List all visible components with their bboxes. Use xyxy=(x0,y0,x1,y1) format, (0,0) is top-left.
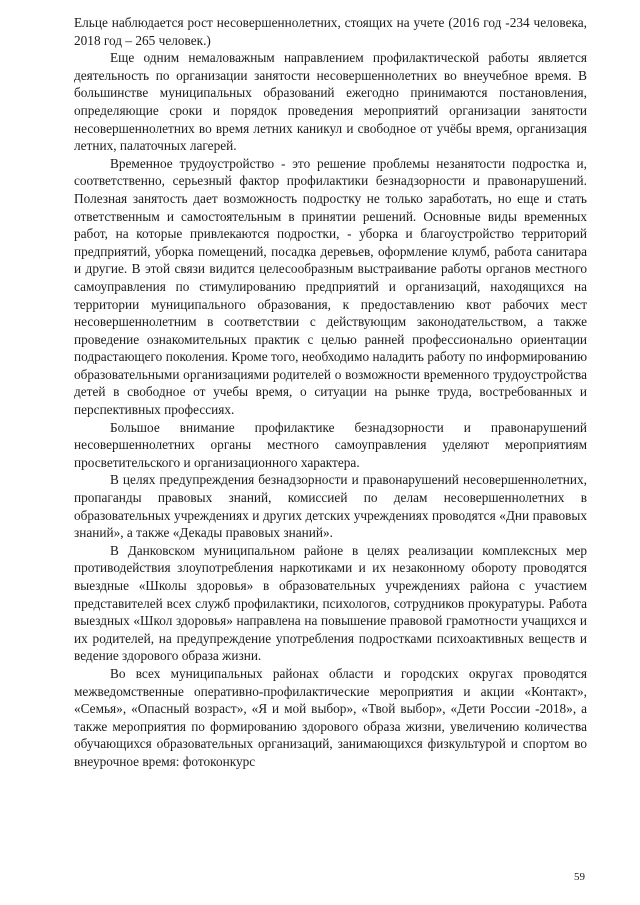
paragraph-continuation: Ельце наблюдается рост несовершеннолетних, стоящих на учете (2016 год -234 человека, 2018 год – 265 человек.) xyxy=(74,15,587,48)
paragraph-interagency-actions: Во всех муниципальных районах области и городских округах проводятся межведомственные оперативно-профилактические мероприятия и акции «Контакт», «Семья», «Опасный возраст», «Я и мой выбор», «Твой выбор», «Дети России -2018», а также мероприятия по формированию здорового образа жизни, увеличению количества обучающихся образовательных организаций, занимающихся физкультурой и спортом во внеурочное время: фотоконкурс xyxy=(74,665,587,769)
paragraph-employment-organization: Еще одним немаловажным направлением профилактической работы является деятельность по организации занятости несовершеннолетних во внеучебное время. В большинстве муниципальных образований ежегодно принимаются постановления, определяющие сроки и порядок проведения мероприятий организации занятости несовершеннолетних во время летних каникул и свободное от учёбы время, организация летних, палаточных лагерей. xyxy=(74,50,587,154)
paragraph-legal-knowledge-days: В целях предупреждения безнадзорности и правонарушений несовершеннолетних, пропаганды правовых знаний, комиссией по делам несовершеннолетних в образовательных учреждениях и других детских учреждениях проводятся «Дни правовых знаний», а также «Декады правовых знаний». xyxy=(74,472,587,541)
paragraph-temporary-employment: Временное трудоустройство - это решение проблемы незанятости подростка и, соответственно, серьезный фактор профилактики безнадзорности и правонарушений. Полезная занятость дает возможность подростку не только заработать, но еще и стать ответственным и самостоятельным в принятии решений. Основные виды временных работ, на которые привлекаются подростки, - уборка и благоустройство территорий предприятий, уборка помещений, посадка деревьев, оформление клумб, работа санитара и другие. В этой связи видится целесообразным выстраивание работы органов местного самоуправления по стимулированию предприятий и организаций, находящихся на территории муниципального образования, к предоставлению квот рабочих мест несовершеннолетним в соответствии с действующим законодательством, а также проведение ознакомительных практик с целью ранней профессионально ориентации подрастающего поколения. Кроме того, необходимо наладить работу по информированию образовательными организациями родителей о возможности временного трудоустройства детей в свободное от учебы время, о ситуации на рынке труда, востребованных и перспективных профессиях. xyxy=(74,155,587,418)
paragraph-health-schools: В Данковском муниципальном районе в целях реализации комплексных мер противодействия злоупотребления наркотиками и их незаконному обороту проводятся выездные «Школы здоровья» в образовательных учреждениях района с участием представителей всех служб профилактики, психологов, сотрудников прокуратуры. Работа выездных «Школ здоровья» направлена на повышение правовой грамотности учащихся и их родителей, на предупреждение употребления подростками психоактивных веществ и ведение здорового образа жизни. xyxy=(74,542,587,664)
document-body xyxy=(74,14,587,771)
page-number: 59 xyxy=(574,871,585,883)
paragraph-educational-measures: Большое внимание профилактике безнадзорности и правонарушений несовершеннолетних органы местного самоуправления уделяют мероприятиям просветительского и организационного характера. xyxy=(74,419,587,470)
